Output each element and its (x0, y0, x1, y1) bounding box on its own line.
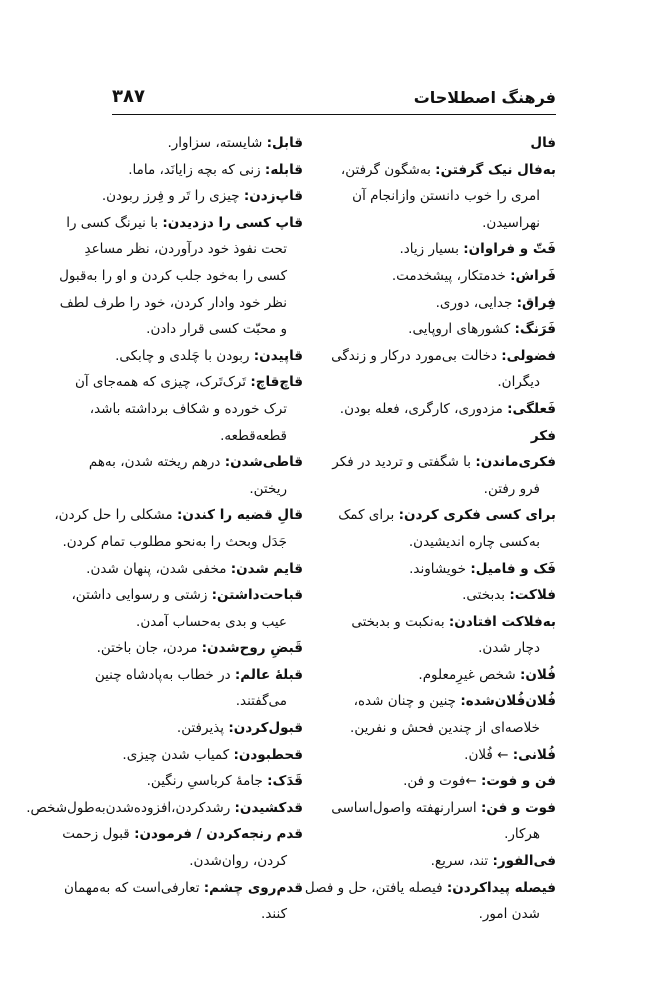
entry-term: قدم‌روی چشم: (203, 879, 303, 896)
entry-continuation: عیب و بدی به‌حساب آمدن. (136, 613, 287, 630)
entry-continuation: هرکار. (504, 826, 540, 843)
entry-continuation: کنند. (261, 906, 287, 923)
entry-term: فضولی: (501, 347, 556, 364)
entry-continuation: نهراسیدن. (482, 214, 540, 231)
entry-continuation: امری را خوب دانستن وازانجام آن (352, 188, 540, 205)
entry-term: فکری‌ماندن: (475, 454, 556, 471)
dictionary-entry (318, 316, 556, 343)
entry-term: قَدَک: (267, 773, 303, 790)
entry-continuation: جَدَل وبحث را به‌نحو مطلوب تمام کردن. (62, 533, 287, 550)
right-column (304, 130, 556, 928)
page-title: فرهنگ اصطلاحات (413, 88, 556, 107)
entry-term: برای کسی فکری کردن: (398, 507, 556, 524)
entry-definition: برای کمک (338, 507, 395, 524)
entry-definition: پذیرفتن. (176, 720, 225, 737)
entry-continuation: فرو رفتن. (483, 480, 540, 497)
entry-definition: زشتی و رسوایی داشتن، (71, 587, 208, 604)
page-number: ۳۸۷ (112, 86, 145, 107)
entry-term: فیصله پیداکردن: (446, 879, 556, 896)
dictionary-entry (318, 556, 556, 583)
dictionary-entry (318, 688, 556, 715)
section-heading: فکر (530, 427, 556, 444)
entry-term: قبول‌کردن: (228, 720, 303, 737)
entry-definition: چیزی را تَر و فِرز ربودن. (101, 188, 240, 205)
dictionary-entry (318, 263, 556, 290)
entry-term: فُلان‌فُلان‌شده: (460, 693, 556, 710)
entry-definition: درهم ریخته شدن، به‌هم (88, 454, 221, 471)
entry-term: قایم شدن: (230, 560, 303, 577)
dictionary-entry (71, 742, 303, 769)
entry-continuation: ریختن. (249, 480, 287, 497)
dictionary-entry (71, 556, 303, 583)
entry-term: فوت و فن: (480, 799, 556, 816)
dictionary-entry (26, 795, 303, 822)
left-column (26, 130, 303, 928)
entry-term: قدکشیدن: (234, 799, 303, 816)
entry-term: فی‌الفور: (492, 853, 556, 870)
entry-continuation: کسی را به‌خود جلب کردن و او را به‌قبول (59, 267, 287, 284)
dictionary-entry (318, 502, 556, 529)
entry-term: فُلان: (519, 666, 556, 683)
dictionary-entry (71, 449, 303, 476)
dictionary-entry (71, 369, 303, 396)
entry-definition: ←فوت و فن. (403, 773, 477, 790)
entry-definition: تعارفی‌است که به‌مهمان (64, 879, 200, 896)
entry-definition: شخص غیرِمعلوم. (418, 666, 516, 683)
dictionary-entry (318, 609, 556, 636)
dictionary-entry (62, 821, 303, 848)
dictionary-entry (318, 582, 556, 609)
entry-definition: زنی که بچه زایانَد، ماما. (128, 161, 261, 178)
dictionary-entry (318, 449, 556, 476)
entry-term: قاطی‌شدن: (224, 454, 303, 471)
entry-definition: ربودن با چَلدی و چابکی. (115, 347, 250, 364)
dictionary-entry (71, 343, 303, 370)
entry-continuation: ترک خورده و شکاف برداشته باشد، (89, 400, 287, 417)
dictionary-entry (318, 848, 556, 875)
entry-term: به‌فلاکت افتادن: (448, 613, 556, 630)
entry-continuation: شدن امور. (478, 906, 540, 923)
entry-term: قاپیدن: (253, 347, 303, 364)
entry-definition: فیصله یافتن، حل و فصل (304, 879, 443, 896)
entry-definition: کمیاب شدن چیزی. (122, 746, 230, 763)
entry-term: فَتّ و فراوان: (463, 241, 556, 258)
entry-definition: بدبختی. (462, 587, 506, 604)
entry-definition: ← فُلان. (464, 746, 509, 763)
entry-term: قابله: (264, 161, 303, 178)
entry-definition: در خطاب به‌پادشاه چنین (94, 666, 231, 683)
dictionary-entry (318, 236, 556, 263)
entry-definition: بسیار زیاد. (399, 241, 459, 258)
entry-term: قاچ‌قاچ: (250, 374, 303, 391)
dictionary-entry (64, 875, 303, 902)
entry-definition: با نیرنگ کسی را (66, 214, 159, 231)
entry-term: فن و فوت: (480, 773, 556, 790)
dictionary-entry (318, 157, 556, 184)
dictionary-entry (318, 396, 556, 423)
dictionary-entry (318, 742, 556, 769)
entry-definition: تَرک‌تَرک، چیزی که همه‌جای آن (74, 374, 247, 391)
entry-definition: چنین و چنان شده، (353, 693, 457, 710)
entry-term: قحطبودن: (233, 746, 303, 763)
entry-definition: دخالت بی‌مورد درکار و زندگی (331, 347, 497, 364)
entry-continuation: دیگران. (497, 374, 540, 391)
entry-term: قاپ‌زدن: (243, 188, 303, 205)
dictionary-entry (71, 157, 303, 184)
entry-definition: شایسته، سزاوار. (167, 135, 263, 151)
entry-definition: مردن، جان باختن. (96, 640, 198, 657)
entry-term: فُلانی: (512, 746, 556, 763)
entry-definition: با شگفتی و تردید در فکر (332, 454, 472, 471)
dictionary-entry (318, 795, 556, 822)
entry-definition: به‌شگون گرفتن، (340, 161, 431, 178)
dictionary-entry (318, 768, 556, 795)
entry-term: فِراق: (516, 294, 556, 311)
dictionary-entry (71, 768, 303, 795)
entry-definition: تند، سریع. (430, 853, 489, 870)
entry-term: قاپ کسی را دزدیدن: (162, 214, 303, 231)
entry-term: فَرَنگ: (514, 321, 556, 338)
entry-continuation: می‌گفتند. (235, 693, 287, 710)
entry-term: فَعلگی: (507, 400, 556, 417)
entry-definition: خویشاوند. (409, 560, 467, 577)
entry-continuation: کردن، روان‌شدن. (189, 853, 287, 870)
dictionary-entry (71, 635, 303, 662)
entry-definition: رشدکردن،افزوده‌شدن‌به‌طول‌شخص. (26, 799, 231, 816)
entry-term: قدم رنجه‌کردن / فرمودن: (134, 826, 303, 843)
dictionary-entry (318, 290, 556, 317)
entry-definition: مزدوری، کارگری، فعله بودن. (339, 400, 503, 417)
dictionary-entry (304, 875, 556, 902)
entry-definition: به‌نکبت و بدبختی (351, 613, 445, 630)
entry-definition: کشورهای اروپایی. (408, 321, 511, 338)
entry-term: به‌فال نیک گرفتن: (435, 161, 556, 178)
dictionary-entry (54, 502, 303, 529)
entry-continuation: قطعه‌قطعه. (220, 427, 287, 444)
entry-term: فَک و فامیل: (470, 560, 556, 577)
dictionary-entry (71, 662, 303, 689)
entry-continuation: تحت نفوذ خود درآوردن، نظر مساعدِ (84, 241, 287, 258)
dictionary-entry (71, 715, 303, 742)
entry-definition: خدمتکار، پیشخدمت. (391, 267, 506, 284)
dictionary-entry (318, 662, 556, 689)
entry-term: فلاکت: (509, 587, 556, 604)
dictionary-entry (71, 183, 303, 210)
entry-term: قالِ قضیه را کندن: (176, 507, 303, 524)
entry-term: قابل: (266, 135, 303, 151)
entry-definition: مشکلی را حل کردن، (54, 507, 173, 524)
section-heading: فال (530, 135, 556, 151)
dictionary-entry (318, 343, 556, 370)
entry-continuation: به‌کسی چاره اندیشیدن. (408, 533, 540, 550)
entry-term: فَراش: (510, 267, 556, 284)
entry-definition: اسرارنهفته واصول‌اساسی (331, 799, 477, 816)
entry-continuation: و محبّت کسی قرار دادن. (146, 321, 287, 338)
entry-term: قبلهٔ عالم: (234, 666, 303, 683)
dictionary-entry (71, 582, 303, 609)
entry-term: قَبضِ روح‌شدن: (201, 640, 303, 657)
header-rule (112, 114, 556, 115)
entry-definition: جدایی، دوری. (435, 294, 513, 311)
page-header (112, 84, 556, 118)
dictionary-entry (71, 130, 303, 157)
entry-continuation: خلاصه‌ای از چندین فحش و نفرین. (350, 720, 540, 737)
entry-continuation: نظر خود وادار کردن، خود را طرف لطف (59, 294, 287, 311)
entry-definition: مخفی شدن، پنهان شدن. (86, 560, 227, 577)
entry-continuation: دچار شدن. (478, 640, 540, 657)
entry-definition: قبول زحمت (62, 826, 130, 843)
dictionary-entry (66, 210, 303, 237)
entry-term: قباحت‌داشتن: (211, 587, 303, 604)
entry-definition: جامهٔ کرباسیِ رنگین. (146, 773, 263, 790)
